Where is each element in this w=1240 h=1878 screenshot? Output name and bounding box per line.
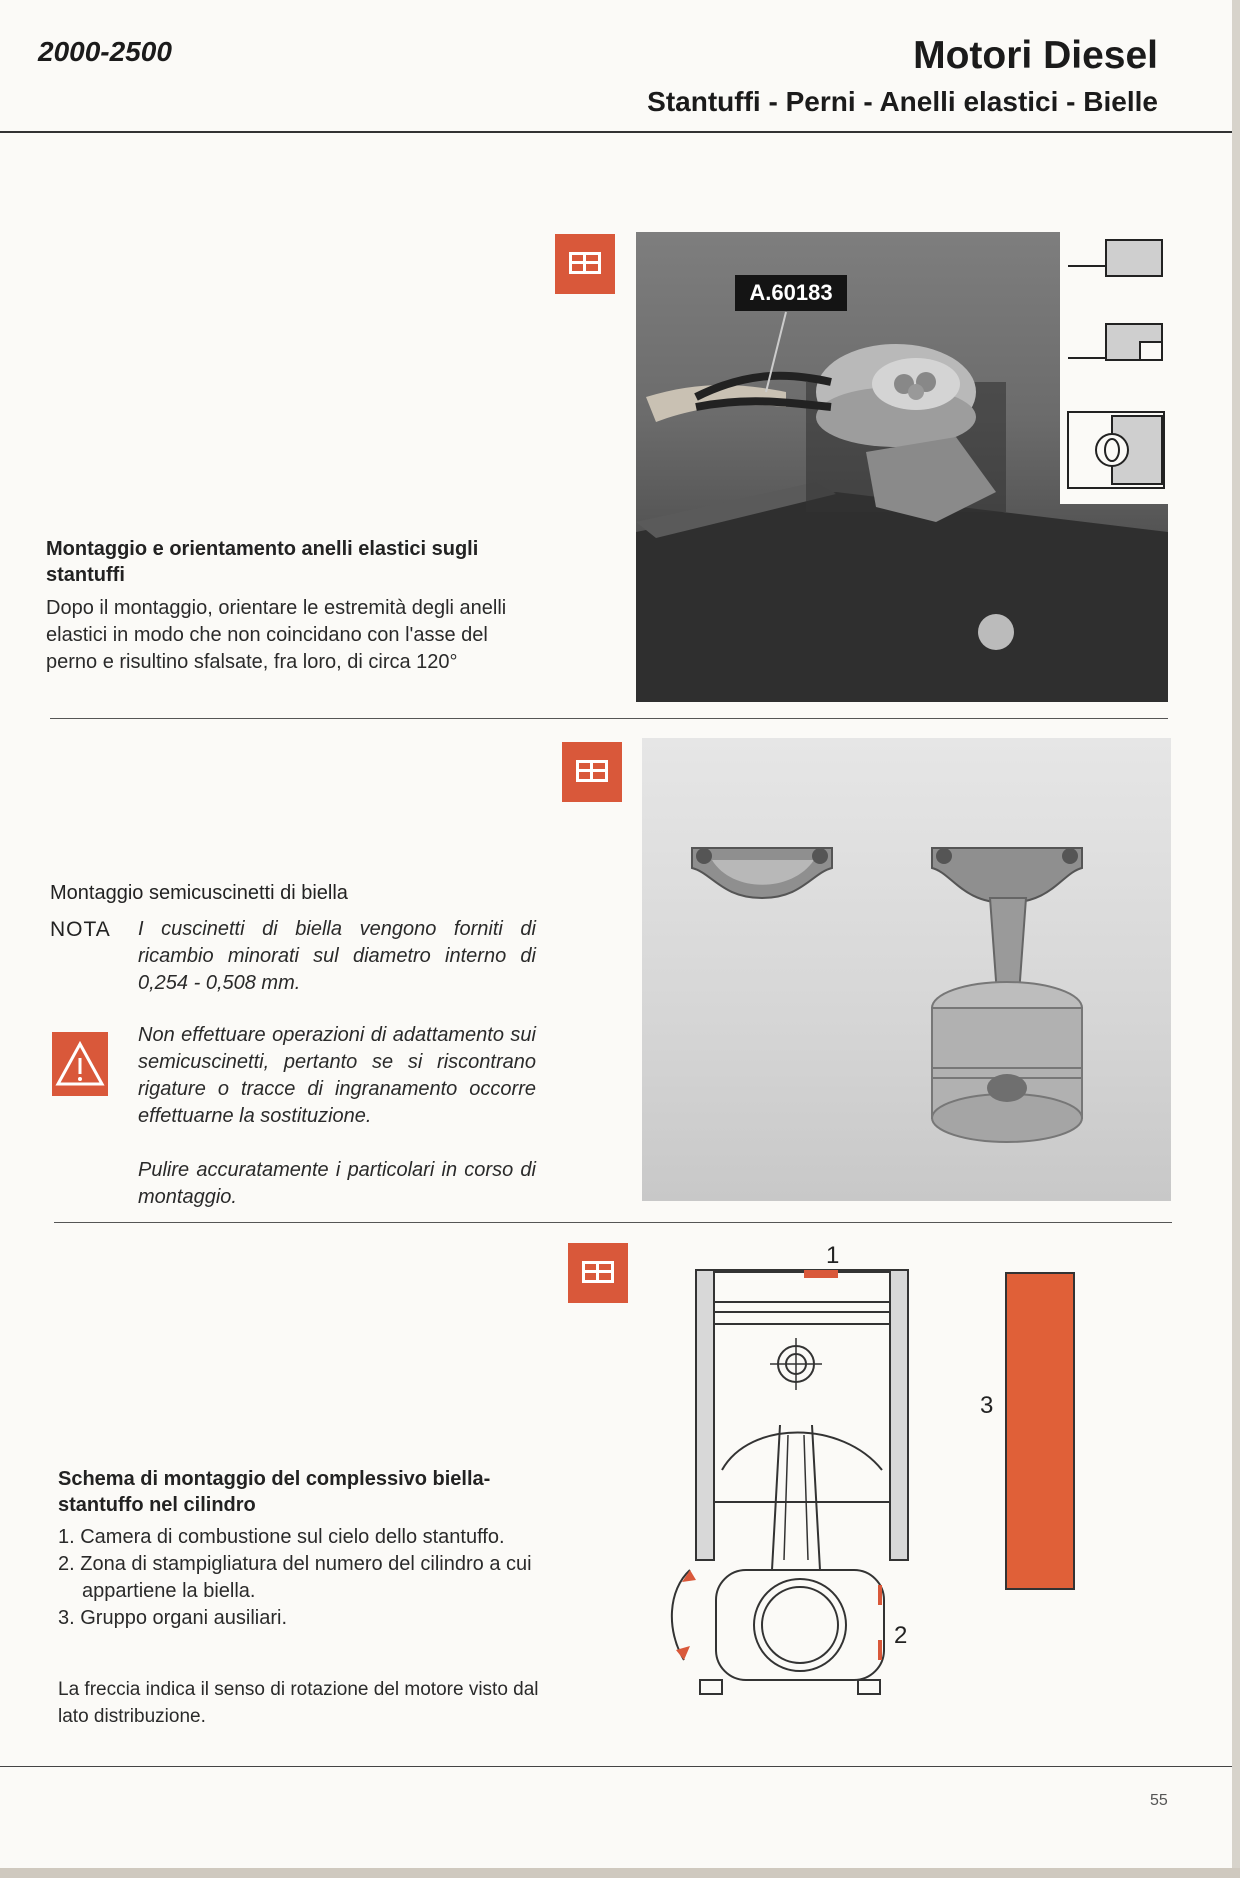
section3-note: La freccia indica il senso di rotazione del motore visto dal lato distribuzione.: [58, 1679, 539, 1727]
section1-rule: [50, 718, 1168, 719]
tool-code-label: A.60183: [735, 275, 847, 311]
footer-rule: [0, 1766, 1232, 1767]
page-subtitle: Stantuffi - Perni - Anelli elastici - Bielle: [647, 86, 1158, 117]
callout-3: 3: [980, 1392, 994, 1419]
nota-label: NOTA: [50, 918, 111, 941]
callout-1: 1: [826, 1242, 840, 1269]
section2-heading: Montaggio semicuscinetti di biella: [50, 882, 348, 904]
section3-heading: Schema di montaggio del complessivo biella-stantuffo nel cilindro: [58, 1468, 491, 1516]
auxiliary-group-bar: [1005, 1272, 1075, 1590]
model-range: 2000-2500: [38, 36, 172, 67]
list-item: 2. Zona di stampigliatura del numero del cilindro a cui appartiene la biella.: [58, 1553, 532, 1602]
section2-rule: [54, 1222, 1172, 1223]
header-rule: [0, 131, 1232, 133]
page-number: 55: [1150, 1792, 1168, 1809]
page-bottom-strip: [0, 1868, 1240, 1878]
list-item: 1. Camera di combustione sul cielo dello stantuffo.: [58, 1526, 505, 1548]
page-title: Motori Diesel: [913, 34, 1158, 77]
piston-rod-diagram: [660, 1240, 920, 1710]
page-edge: [1232, 0, 1240, 1878]
section3-list: [58, 1524, 546, 1632]
window-icon: [562, 742, 622, 802]
window-icon: [568, 1243, 628, 1303]
section1-body: Dopo il montaggio, orientare le estremità degli anelli elastici in modo che non coincidano con l'asse del perno e risultino sfalsate, fra loro, di circa 120°: [46, 597, 507, 673]
warning-triangle-icon: [52, 1032, 108, 1096]
ring-pliers-photo: [636, 232, 1168, 702]
warning-text: Non effettuare operazioni di adattamento sui semicuscinetti, pertanto se si riscontrano rigature o tracce di ingranamento occorre effettuarne la sostituzione.: [138, 1024, 536, 1127]
bearing-shells-photo: [642, 738, 1171, 1201]
cleaning-text: Pulire accuratamente i particolari in corso di montaggio.: [138, 1159, 536, 1208]
window-icon: [555, 234, 615, 294]
nota-text: I cuscinetti di biella vengono forniti di ricambio minorati sul diametro interno di 0,254 - 0,508 mm.: [138, 918, 536, 994]
callout-2: 2: [894, 1622, 908, 1649]
list-item: 3. Gruppo organi ausiliari.: [58, 1607, 288, 1629]
section1-heading: Montaggio e orientamento anelli elastici sugli stantuffi: [46, 538, 479, 586]
